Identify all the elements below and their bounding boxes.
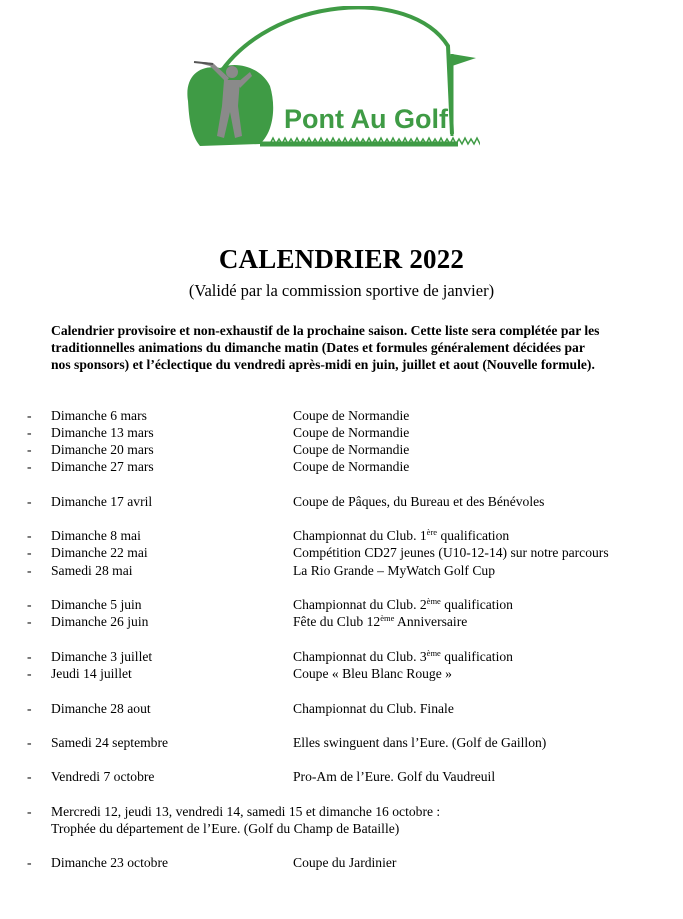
entry-date: Dimanche 28 aout: [51, 701, 151, 716]
entry-date: Dimanche 27 mars: [51, 459, 154, 474]
entry-event: Championnat du Club. 3ème qualification: [293, 648, 513, 664]
bullet-dash: -: [27, 408, 32, 423]
entry-date: Samedi 28 mai: [51, 563, 133, 578]
bullet-dash: -: [27, 528, 32, 543]
bullet-dash: -: [27, 597, 32, 612]
entry-event: Coupe de Normandie: [293, 408, 410, 423]
pont-au-golf-logo: [180, 6, 480, 156]
bullet-dash: -: [27, 459, 32, 474]
entry-event: Elles swinguent dans l’Eure. (Golf de Gaillon): [293, 735, 547, 750]
bullet-dash: -: [27, 614, 32, 629]
bullet-dash: -: [27, 701, 32, 716]
entry-event: La Rio Grande – MyWatch Golf Cup: [293, 563, 496, 578]
entry-date: Dimanche 13 mars: [51, 425, 154, 440]
entry-event: Coupe de Normandie: [293, 459, 410, 474]
entry-event: Pro-Am de l’Eure. Golf du Vaudreuil: [293, 769, 496, 784]
entry-date: Dimanche 17 avril: [51, 494, 153, 509]
entry-date: Dimanche 23 octobre: [51, 855, 169, 870]
entry-date: Samedi 24 septembre: [51, 735, 169, 750]
entry-event: Championnat du Club. 2ème qualification: [293, 596, 513, 612]
intro-paragraph: [51, 322, 663, 373]
entry-date: Dimanche 22 mai: [51, 545, 148, 560]
entry-date: Vendredi 7 octobre: [51, 769, 155, 784]
intro-line: traditionnelles animations du dimanche matin (Dates et formules généralement décidées par: [51, 340, 585, 355]
bullet-dash: -: [27, 494, 32, 509]
entry-event: Compétition CD27 jeunes (U10-12-14) sur notre parcours: [293, 545, 609, 560]
bullet-dash: -: [27, 425, 32, 440]
entry-date-range: Mercredi 12, jeudi 13, vendredi 14, samedi 15 et dimanche 16 octobre :: [51, 804, 441, 819]
flag-icon: [452, 54, 476, 66]
bullet-dash: -: [27, 855, 32, 870]
entry-event: Coupe de Normandie: [293, 442, 410, 457]
bullet-dash: -: [27, 769, 32, 784]
entry-event: Coupe du Jardinier: [293, 855, 397, 870]
bullet-dash: -: [27, 649, 32, 664]
bullet-dash: -: [27, 666, 32, 681]
entry-date: Dimanche 20 mars: [51, 442, 154, 457]
intro-line: Calendrier provisoire et non-exhaustif de la prochaine saison. Cette liste sera complétée par les: [51, 323, 600, 338]
bullet-dash: -: [27, 563, 32, 578]
page-title: CALENDRIER 2022: [218, 244, 465, 274]
entry-event: Coupe de Normandie: [293, 425, 410, 440]
page-subtitle: (Validé par la commission sportive de janvier): [188, 281, 495, 300]
entry-event: Trophée du département de l’Eure. (Golf du Champ de Bataille): [51, 821, 400, 836]
entry-event: Fête du Club 12ème Anniversaire: [293, 613, 468, 629]
entry-date: Dimanche 3 juillet: [51, 649, 153, 664]
bullet-dash: -: [27, 442, 32, 457]
entry-event: Coupe de Pâques, du Bureau et des Bénévoles: [293, 494, 545, 509]
entry-date: Dimanche 26 juin: [51, 614, 149, 629]
bullet-dash: -: [27, 545, 32, 560]
entry-event: Coupe « Bleu Blanc Rouge »: [293, 666, 452, 681]
entry-event: Championnat du Club. Finale: [293, 701, 454, 716]
entry-event: Championnat du Club. 1ère qualification: [293, 527, 510, 543]
bullet-dash: -: [27, 804, 32, 819]
entry-date: Dimanche 5 juin: [51, 597, 142, 612]
intro-line: nos sponsors) et l’éclectique du vendredi après-midi en juin, juillet et aout (Nouvelle formule).: [51, 357, 595, 372]
entry-date: Dimanche 8 mai: [51, 528, 141, 543]
entry-date: Dimanche 6 mars: [51, 408, 147, 423]
logo-wordmark: Pont Au Golf: [284, 104, 448, 134]
bullet-dash: -: [27, 735, 32, 750]
entry-date: Jeudi 14 juillet: [51, 666, 132, 681]
